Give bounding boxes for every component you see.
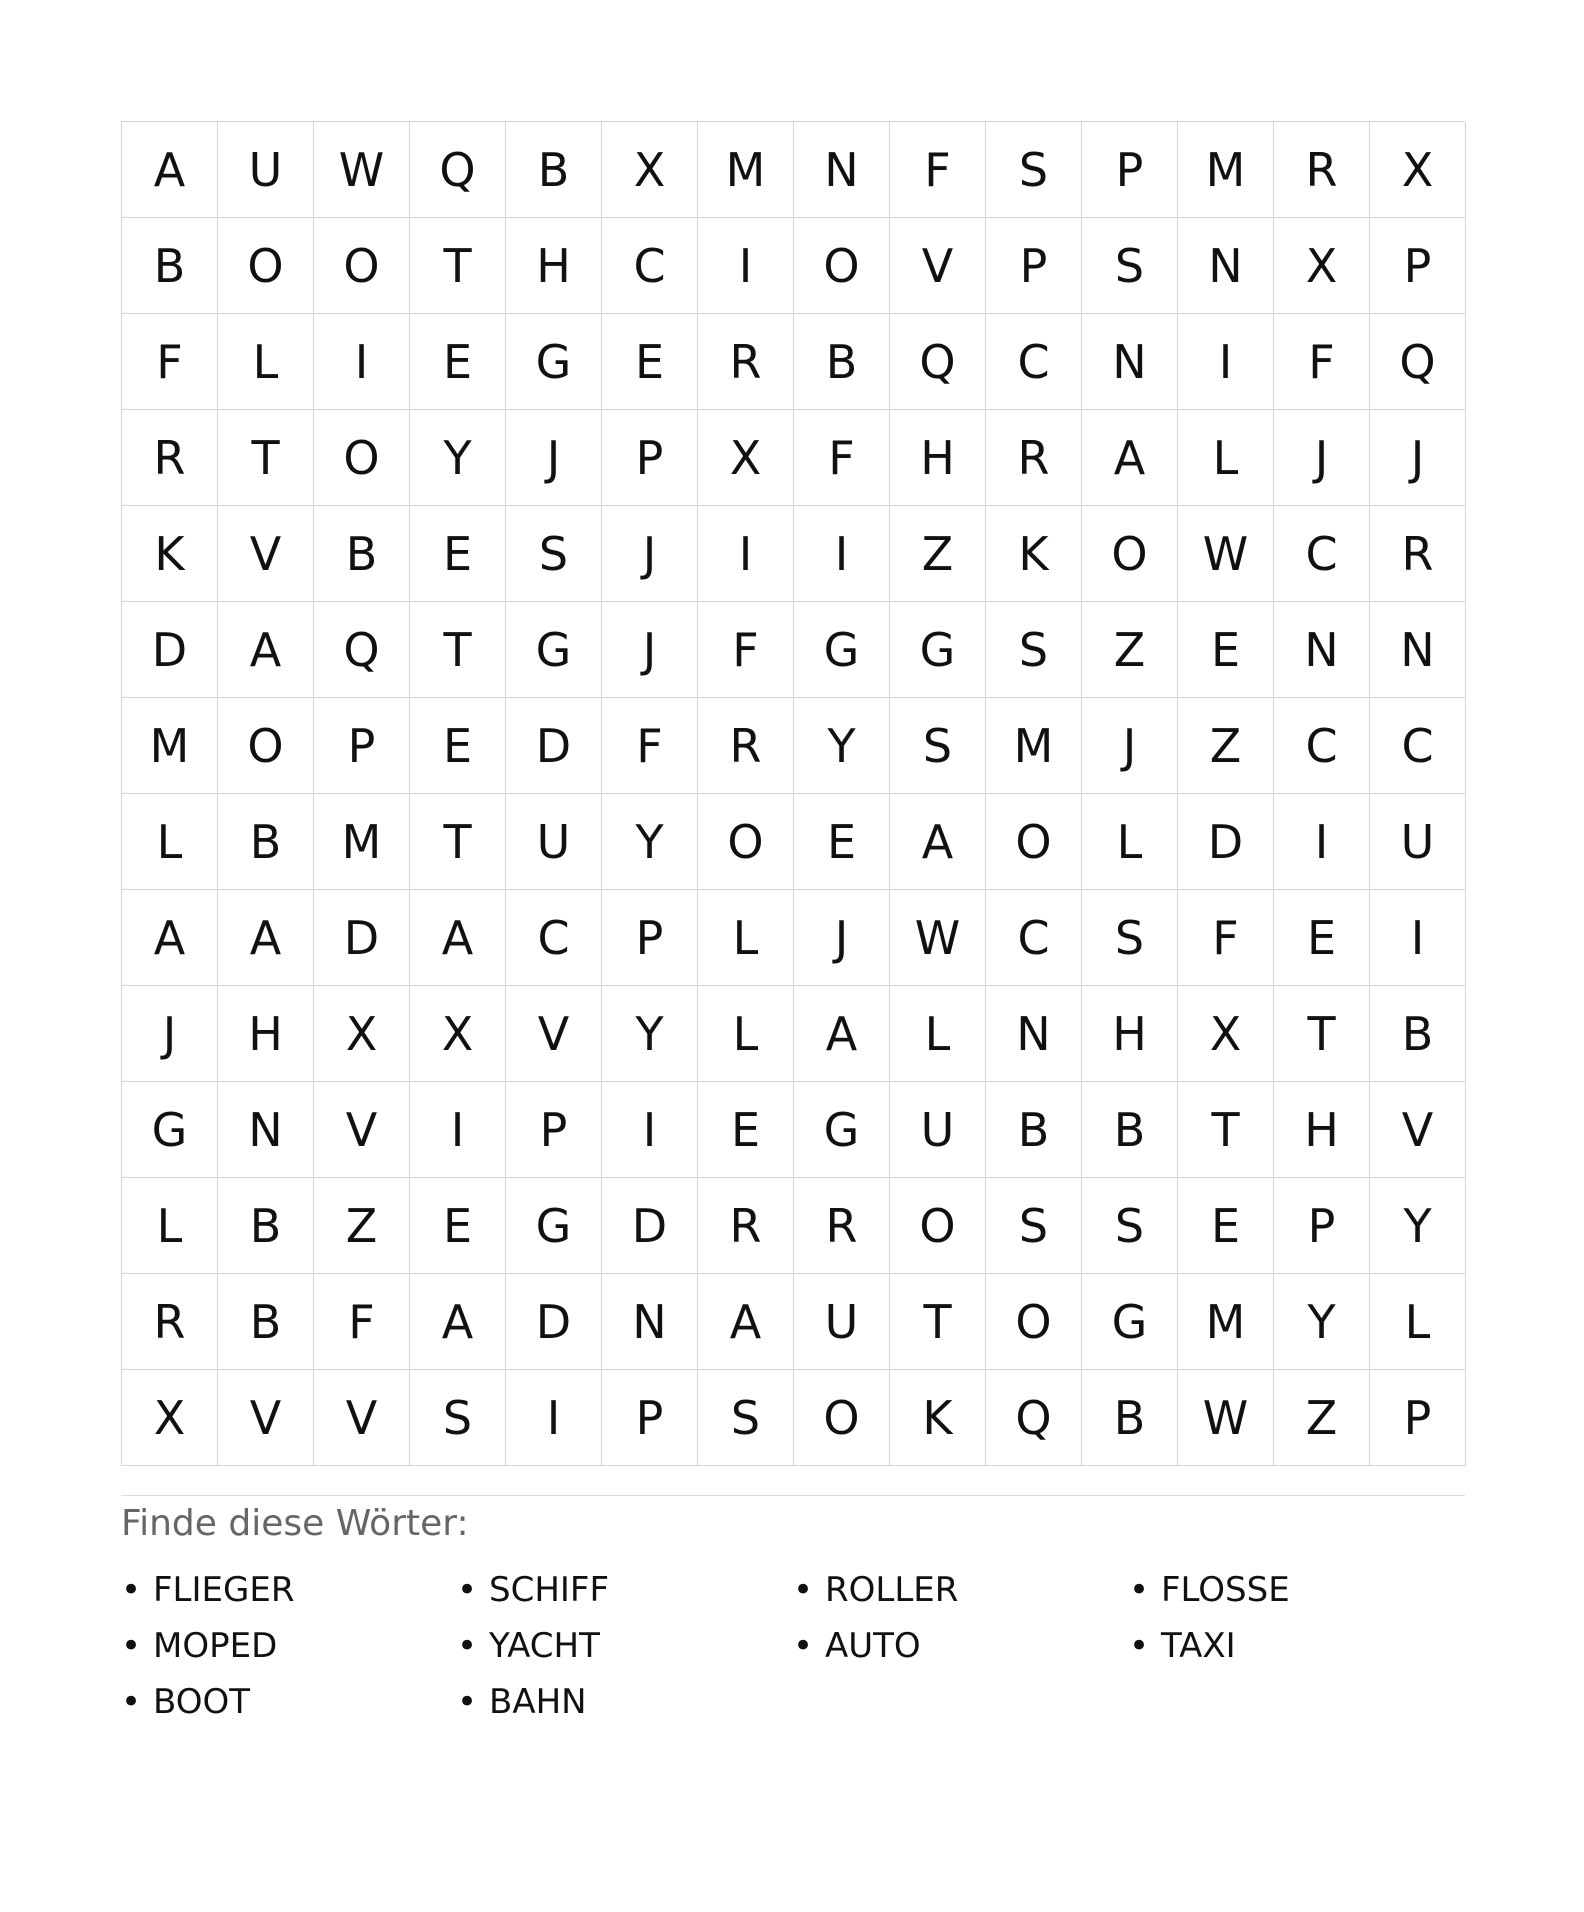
bullet-icon: • — [793, 1570, 814, 1610]
grid-cell[interactable]: M — [1178, 1274, 1274, 1370]
grid-cell[interactable]: M — [986, 698, 1082, 794]
word-search-puzzle — [121, 121, 1465, 1730]
grid-cell[interactable]: N — [218, 1082, 314, 1178]
grid-cell[interactable]: O — [218, 218, 314, 314]
grid-cell[interactable]: Q — [410, 122, 506, 218]
grid-cell[interactable]: X — [1274, 218, 1370, 314]
grid-cell[interactable]: O — [794, 1370, 890, 1466]
grid-cell[interactable]: S — [1082, 1178, 1178, 1274]
grid-cell[interactable]: K — [986, 506, 1082, 602]
grid-cell[interactable]: P — [602, 890, 698, 986]
grid-cell[interactable]: M — [122, 698, 218, 794]
grid-cell[interactable]: W — [1178, 1370, 1274, 1466]
bullet-icon: • — [457, 1570, 478, 1610]
grid-cell[interactable]: V — [506, 986, 602, 1082]
grid-cell[interactable]: A — [410, 1274, 506, 1370]
grid-cell[interactable]: I — [1370, 890, 1466, 986]
grid-cell[interactable]: F — [890, 122, 986, 218]
grid-cell[interactable]: E — [1178, 602, 1274, 698]
grid-cell[interactable]: P — [602, 1370, 698, 1466]
grid-cell[interactable]: H — [890, 410, 986, 506]
grid-cell[interactable]: Z — [314, 1178, 410, 1274]
word-label: TAXI — [1161, 1626, 1236, 1666]
grid-cell[interactable]: E — [410, 1178, 506, 1274]
grid-cell[interactable]: L — [122, 794, 218, 890]
grid-cell[interactable]: G — [794, 602, 890, 698]
grid-cell[interactable]: P — [1274, 1178, 1370, 1274]
grid-cell[interactable]: M — [314, 794, 410, 890]
word-list-item — [457, 1674, 793, 1730]
grid-cell[interactable]: D — [506, 1274, 602, 1370]
grid-cell[interactable]: E — [410, 314, 506, 410]
grid-cell[interactable]: F — [314, 1274, 410, 1370]
grid-cell[interactable]: V — [218, 1370, 314, 1466]
grid-cell[interactable]: J — [602, 602, 698, 698]
grid-cell[interactable]: O — [314, 410, 410, 506]
grid-cell[interactable]: Z — [1178, 698, 1274, 794]
grid-cell[interactable]: T — [890, 1274, 986, 1370]
grid-cell[interactable]: E — [410, 506, 506, 602]
grid-cell[interactable]: J — [506, 410, 602, 506]
grid-cell[interactable]: S — [506, 506, 602, 602]
grid-cell[interactable]: H — [1274, 1082, 1370, 1178]
grid-cell[interactable]: R — [698, 1178, 794, 1274]
word-list-item — [1129, 1562, 1465, 1618]
grid-cell[interactable]: W — [1178, 506, 1274, 602]
grid-cell[interactable]: F — [602, 698, 698, 794]
grid-cell[interactable]: Q — [1370, 314, 1466, 410]
grid-cell[interactable]: Y — [794, 698, 890, 794]
grid-cell[interactable]: C — [1274, 506, 1370, 602]
grid-cell[interactable]: P — [314, 698, 410, 794]
grid-cell[interactable]: P — [506, 1082, 602, 1178]
word-label: FLOSSE — [1161, 1570, 1290, 1610]
grid-cell[interactable]: U — [794, 1274, 890, 1370]
grid-cell[interactable]: R — [794, 1178, 890, 1274]
grid-cell[interactable]: P — [986, 218, 1082, 314]
grid-cell[interactable]: W — [314, 122, 410, 218]
divider — [121, 1495, 1465, 1496]
grid-cell[interactable]: P — [1370, 218, 1466, 314]
grid-cell[interactable]: N — [602, 1274, 698, 1370]
grid-cell[interactable]: S — [986, 602, 1082, 698]
grid-cell[interactable]: G — [506, 1178, 602, 1274]
grid-cell[interactable]: M — [1178, 122, 1274, 218]
word-list-item — [793, 1618, 1129, 1674]
grid-cell[interactable]: N — [986, 986, 1082, 1082]
bullet-icon: • — [1129, 1570, 1150, 1610]
grid-cell[interactable]: Z — [890, 506, 986, 602]
grid-cell[interactable]: B — [1370, 986, 1466, 1082]
grid-cell[interactable]: N — [794, 122, 890, 218]
grid-cell[interactable]: O — [1082, 506, 1178, 602]
grid-cell[interactable]: Y — [1370, 1178, 1466, 1274]
grid-cell[interactable]: A — [410, 890, 506, 986]
grid-cell[interactable]: B — [122, 218, 218, 314]
grid-cell[interactable]: G — [506, 314, 602, 410]
grid-cell[interactable]: Q — [890, 314, 986, 410]
grid-cell[interactable]: J — [1274, 410, 1370, 506]
grid-cell[interactable]: X — [698, 410, 794, 506]
word-label: BAHN — [489, 1682, 587, 1722]
grid-cell[interactable]: N — [1274, 602, 1370, 698]
grid-cell[interactable]: G — [122, 1082, 218, 1178]
grid-cell[interactable]: X — [122, 1370, 218, 1466]
grid-cell[interactable]: F — [1274, 314, 1370, 410]
word-label: AUTO — [825, 1626, 921, 1666]
grid-cell[interactable]: P — [602, 410, 698, 506]
grid-cell[interactable]: O — [698, 794, 794, 890]
grid-cell[interactable]: B — [506, 122, 602, 218]
grid-cell[interactable]: X — [1370, 122, 1466, 218]
grid-cell[interactable]: D — [122, 602, 218, 698]
grid-cell[interactable]: T — [410, 794, 506, 890]
grid-cell[interactable]: P — [1082, 122, 1178, 218]
grid-cell[interactable]: J — [1370, 410, 1466, 506]
grid-cell[interactable]: X — [410, 986, 506, 1082]
grid-cell[interactable]: A — [218, 602, 314, 698]
grid-cell[interactable]: D — [602, 1178, 698, 1274]
grid-cell[interactable]: X — [1178, 986, 1274, 1082]
grid-cell[interactable]: J — [602, 506, 698, 602]
grid-cell[interactable]: A — [1082, 410, 1178, 506]
grid-cell[interactable]: T — [410, 602, 506, 698]
word-list-item — [793, 1562, 1129, 1618]
grid-cell[interactable]: I — [698, 506, 794, 602]
word-list-item — [121, 1562, 457, 1618]
grid-cell[interactable]: L — [890, 986, 986, 1082]
word-label: FLIEGER — [153, 1570, 295, 1610]
grid-cell[interactable]: R — [1370, 506, 1466, 602]
grid-cell[interactable]: A — [794, 986, 890, 1082]
grid-cell[interactable]: H — [1082, 986, 1178, 1082]
grid-cell[interactable]: X — [602, 122, 698, 218]
grid-cell[interactable]: V — [890, 218, 986, 314]
grid-cell[interactable]: Q — [986, 1370, 1082, 1466]
word-label: YACHT — [489, 1626, 600, 1666]
grid-cell[interactable]: E — [1274, 890, 1370, 986]
grid-cell[interactable]: C — [1274, 698, 1370, 794]
grid-cell[interactable]: J — [122, 986, 218, 1082]
grid-cell[interactable]: I — [698, 218, 794, 314]
grid-cell[interactable]: U — [1370, 794, 1466, 890]
word-label: SCHIFF — [489, 1570, 610, 1610]
grid-cell[interactable]: W — [890, 890, 986, 986]
grid-cell[interactable]: K — [890, 1370, 986, 1466]
grid-cell[interactable]: B — [218, 1274, 314, 1370]
bullet-icon: • — [121, 1626, 142, 1666]
grid-cell[interactable]: S — [890, 698, 986, 794]
grid-cell[interactable]: I — [1274, 794, 1370, 890]
grid-cell[interactable]: I — [794, 506, 890, 602]
grid-cell[interactable]: G — [1082, 1274, 1178, 1370]
grid-cell[interactable]: B — [986, 1082, 1082, 1178]
grid-cell[interactable]: J — [794, 890, 890, 986]
grid-cell[interactable]: V — [218, 506, 314, 602]
grid-cell[interactable]: A — [122, 122, 218, 218]
bullet-icon: • — [1129, 1626, 1150, 1666]
grid-cell[interactable]: N — [1178, 218, 1274, 314]
grid-cell[interactable]: R — [698, 314, 794, 410]
grid-cell[interactable]: P — [1370, 1370, 1466, 1466]
grid-cell[interactable]: A — [890, 794, 986, 890]
word-label: BOOT — [153, 1682, 251, 1722]
grid-cell[interactable]: I — [602, 1082, 698, 1178]
grid-cell[interactable]: B — [314, 506, 410, 602]
grid-cell[interactable]: E — [602, 314, 698, 410]
word-label: MOPED — [153, 1626, 278, 1666]
grid-cell[interactable]: J — [1082, 698, 1178, 794]
grid-cell[interactable]: C — [506, 890, 602, 986]
word-list-prompt: Finde diese Wörter: — [121, 1503, 469, 1544]
grid-cell[interactable]: L — [1082, 794, 1178, 890]
grid-cell[interactable]: K — [122, 506, 218, 602]
grid-cell[interactable]: O — [314, 218, 410, 314]
grid-cell[interactable]: I — [506, 1370, 602, 1466]
grid-cell[interactable]: E — [410, 698, 506, 794]
grid-cell[interactable]: S — [410, 1370, 506, 1466]
grid-cell[interactable]: U — [218, 122, 314, 218]
grid-cell[interactable]: D — [314, 890, 410, 986]
grid-cell[interactable]: S — [698, 1370, 794, 1466]
grid-cell[interactable]: O — [986, 1274, 1082, 1370]
grid-cell[interactable]: M — [698, 122, 794, 218]
grid-cell[interactable]: F — [1178, 890, 1274, 986]
letter-grid — [121, 121, 1465, 1466]
bullet-icon: • — [793, 1626, 814, 1666]
grid-cell[interactable]: S — [1082, 218, 1178, 314]
grid-cell[interactable]: B — [1082, 1082, 1178, 1178]
grid-cell[interactable]: L — [698, 986, 794, 1082]
grid-cell[interactable]: S — [986, 122, 1082, 218]
grid-cell[interactable]: I — [1178, 314, 1274, 410]
grid-cell[interactable]: U — [506, 794, 602, 890]
word-list-item — [457, 1562, 793, 1618]
grid-cell[interactable]: L — [218, 314, 314, 410]
grid-cell[interactable]: G — [794, 1082, 890, 1178]
grid-cell[interactable]: E — [794, 794, 890, 890]
grid-cell[interactable]: Z — [1274, 1370, 1370, 1466]
grid-cell[interactable]: F — [122, 314, 218, 410]
grid-cell[interactable]: V — [314, 1082, 410, 1178]
grid-cell[interactable]: T — [1274, 986, 1370, 1082]
grid-cell[interactable]: I — [410, 1082, 506, 1178]
grid-cell[interactable]: D — [1178, 794, 1274, 890]
grid-cell[interactable]: A — [698, 1274, 794, 1370]
grid-cell[interactable]: R — [1274, 122, 1370, 218]
grid-cell[interactable]: G — [890, 602, 986, 698]
grid-cell[interactable]: B — [218, 794, 314, 890]
grid-cell[interactable]: C — [986, 314, 1082, 410]
grid-cell[interactable]: O — [794, 218, 890, 314]
grid-cell[interactable]: T — [218, 410, 314, 506]
grid-cell[interactable]: H — [506, 218, 602, 314]
grid-cell[interactable]: N — [1082, 314, 1178, 410]
grid-cell[interactable]: G — [506, 602, 602, 698]
bullet-icon: • — [121, 1570, 142, 1610]
grid-cell[interactable]: V — [314, 1370, 410, 1466]
grid-cell[interactable]: X — [314, 986, 410, 1082]
grid-cell[interactable]: Y — [602, 794, 698, 890]
grid-cell[interactable]: C — [1370, 698, 1466, 794]
grid-cell[interactable]: B — [794, 314, 890, 410]
bullet-icon: • — [457, 1682, 478, 1722]
word-list — [121, 1562, 1465, 1730]
word-list-item — [121, 1674, 457, 1730]
word-label: ROLLER — [825, 1570, 959, 1610]
grid-cell[interactable]: R — [122, 410, 218, 506]
word-list-item — [121, 1618, 457, 1674]
grid-cell[interactable]: R — [698, 698, 794, 794]
grid-cell[interactable]: I — [314, 314, 410, 410]
grid-cell[interactable]: T — [410, 218, 506, 314]
word-list-item — [457, 1618, 793, 1674]
bullet-icon: • — [457, 1626, 478, 1666]
word-list-item — [1129, 1618, 1465, 1674]
grid-cell[interactable]: H — [218, 986, 314, 1082]
grid-cell[interactable]: Y — [410, 410, 506, 506]
grid-cell[interactable]: C — [986, 890, 1082, 986]
grid-cell[interactable]: T — [1178, 1082, 1274, 1178]
grid-cell[interactable]: Z — [1082, 602, 1178, 698]
grid-cell[interactable]: A — [218, 890, 314, 986]
grid-cell[interactable]: L — [698, 890, 794, 986]
grid-cell[interactable]: F — [794, 410, 890, 506]
grid-cell[interactable]: O — [890, 1178, 986, 1274]
grid-cell[interactable]: F — [698, 602, 794, 698]
grid-cell[interactable]: L — [1178, 410, 1274, 506]
grid-cell[interactable]: D — [506, 698, 602, 794]
grid-cell[interactable]: B — [218, 1178, 314, 1274]
grid-cell[interactable]: R — [986, 410, 1082, 506]
grid-cell[interactable]: L — [122, 1178, 218, 1274]
grid-cell[interactable]: V — [1370, 1082, 1466, 1178]
grid-cell[interactable]: U — [890, 1082, 986, 1178]
grid-cell[interactable]: B — [1082, 1370, 1178, 1466]
grid-cell[interactable]: E — [698, 1082, 794, 1178]
grid-cell[interactable]: E — [1178, 1178, 1274, 1274]
grid-cell[interactable]: C — [602, 218, 698, 314]
grid-cell[interactable]: S — [1082, 890, 1178, 986]
grid-cell[interactable]: L — [1370, 1274, 1466, 1370]
grid-cell[interactable]: O — [986, 794, 1082, 890]
grid-cell[interactable]: N — [1370, 602, 1466, 698]
grid-cell[interactable]: S — [986, 1178, 1082, 1274]
grid-cell[interactable]: R — [122, 1274, 218, 1370]
grid-cell[interactable]: Q — [314, 602, 410, 698]
grid-cell[interactable]: Y — [1274, 1274, 1370, 1370]
bullet-icon: • — [121, 1682, 142, 1722]
grid-cell[interactable]: A — [122, 890, 218, 986]
grid-cell[interactable]: O — [218, 698, 314, 794]
grid-cell[interactable]: Y — [602, 986, 698, 1082]
